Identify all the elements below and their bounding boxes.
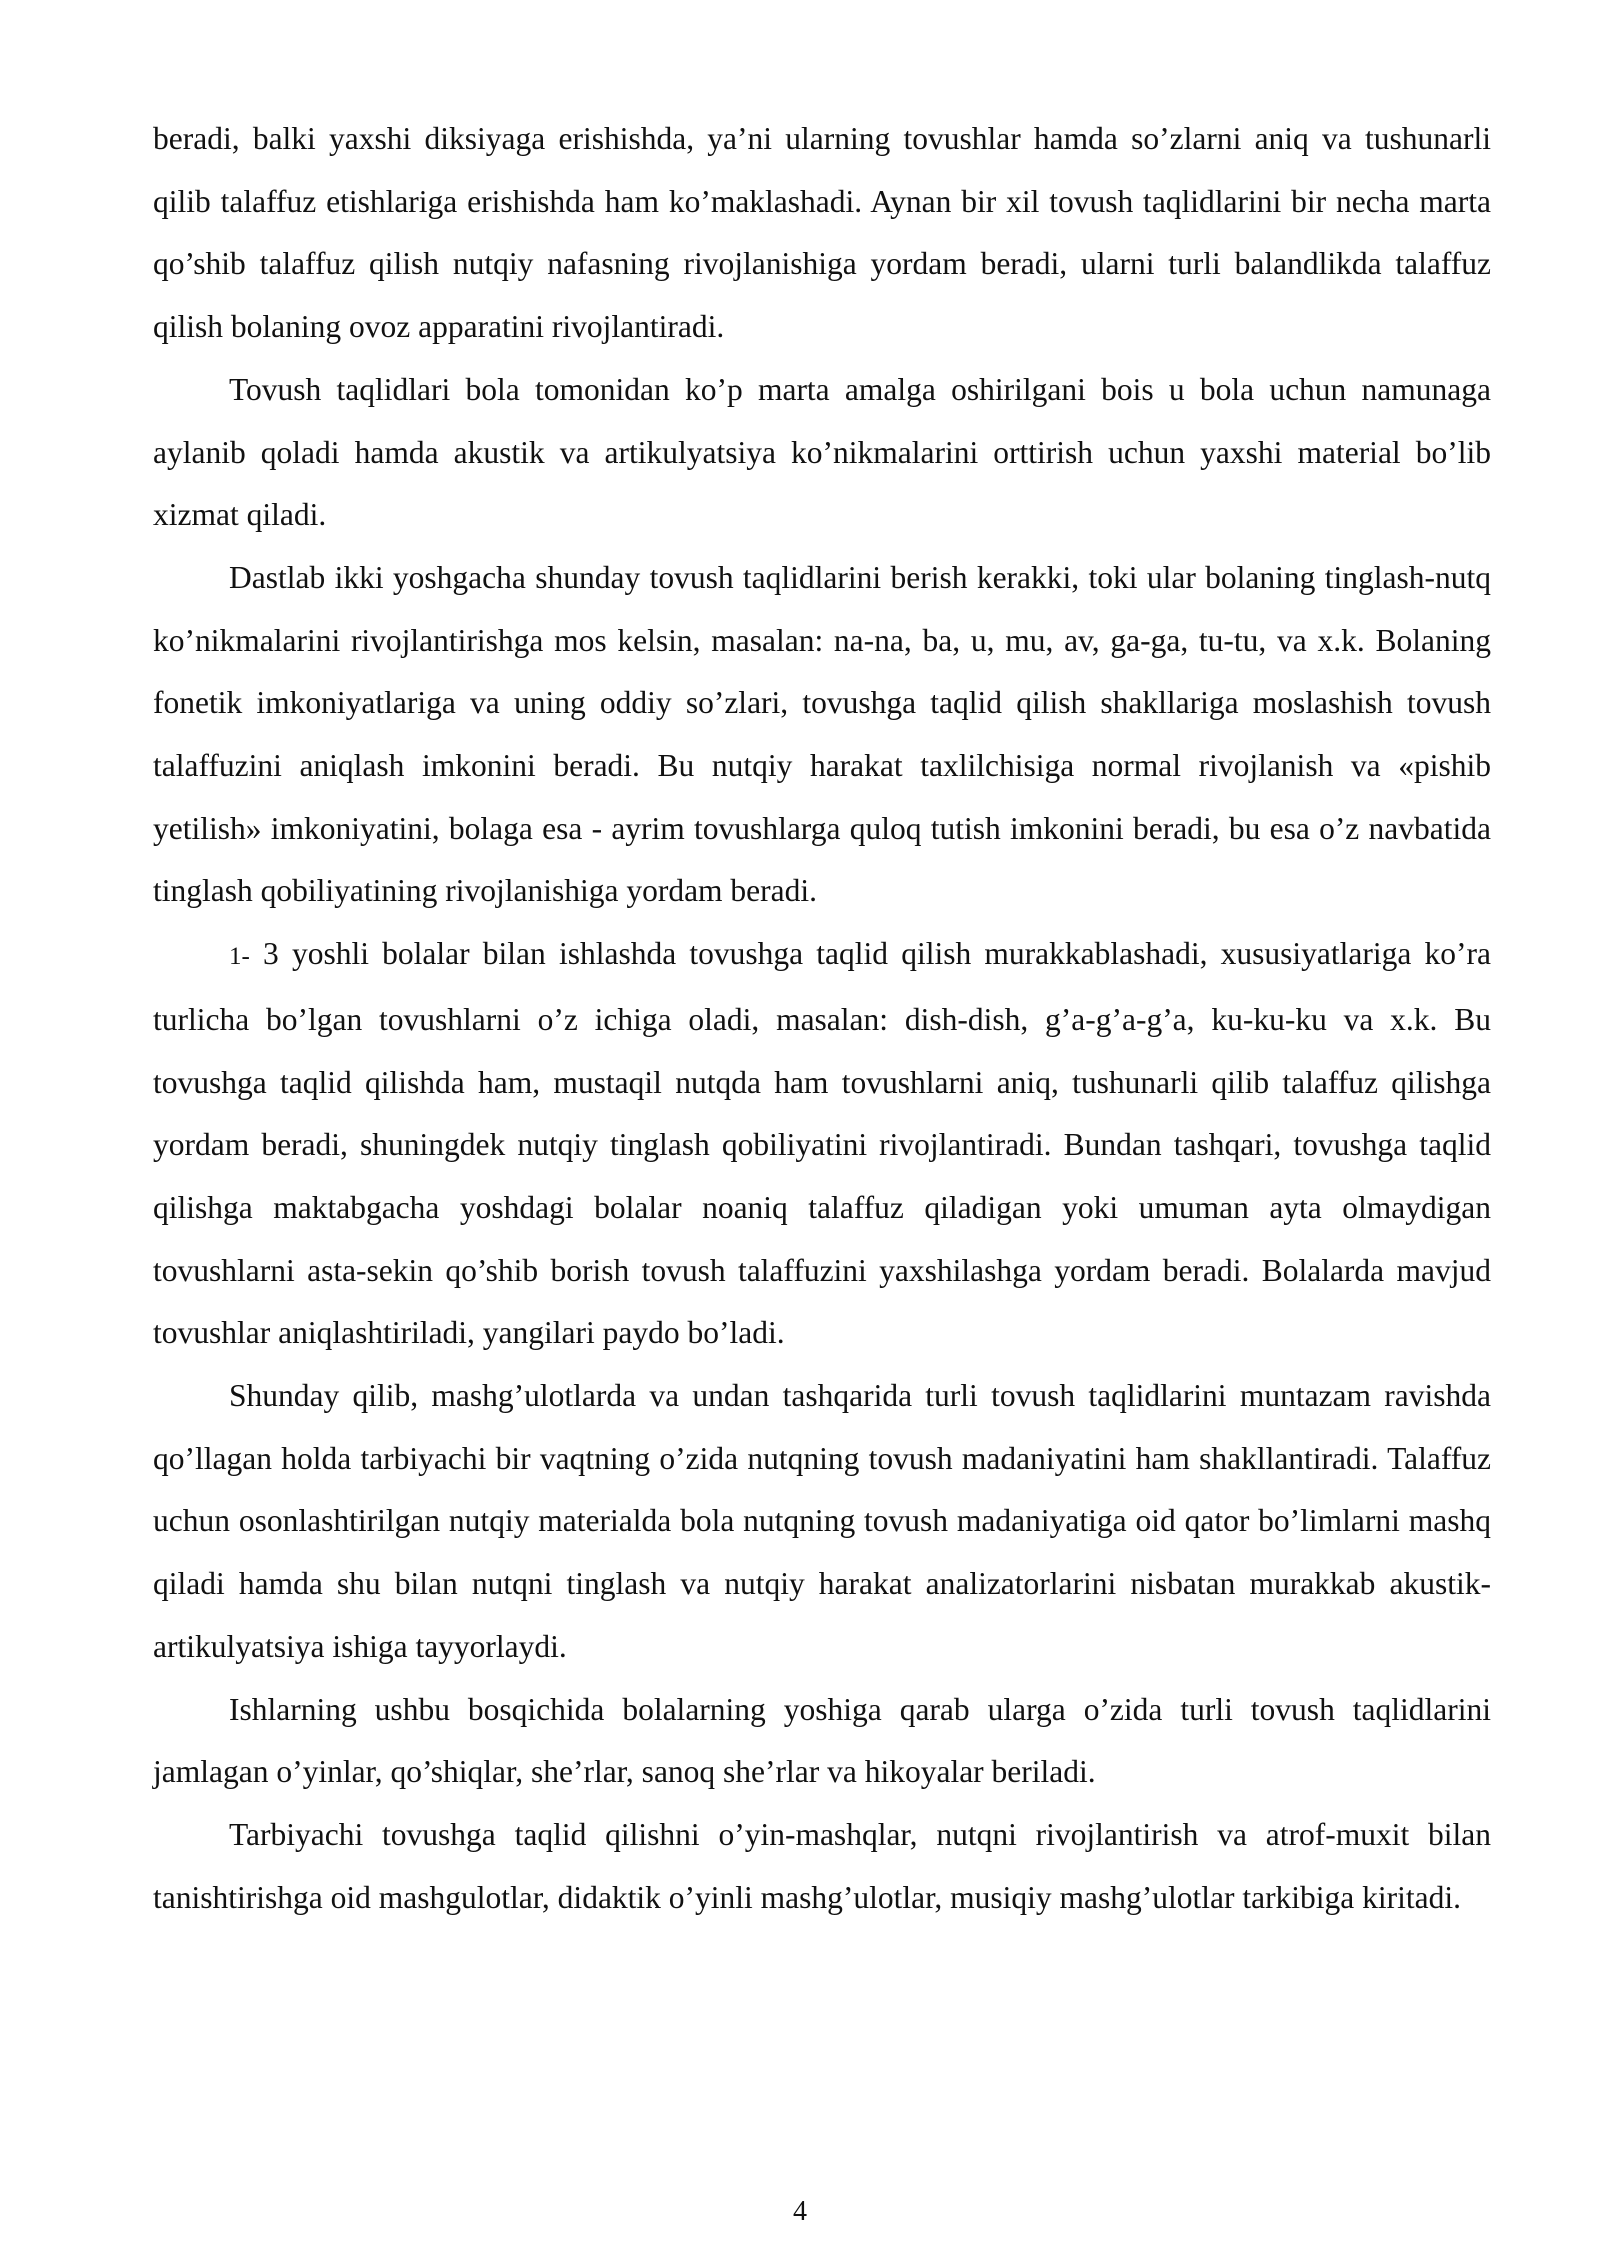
- list-marker: 1-: [229, 943, 250, 971]
- paragraph-5: Shunday qilib, mashg’ulotlarda va undan tashqarida turli tovush taqlidlarini muntazam ravishda qo’llagan holda tarbiyachi bir vaqtning o’zida nutqning tovush madaniyatini ham shakllantiradi. Talaffuz uchun osonlashtirilgan nutqiy materialda bola nutqning tovush madaniyatiga oid qator bo’limlarni mashq qiladi hamda shu bilan nutqni tinglash va nutqiy harakat analizatorlarini nisbatan murakkab akustik-artikulyatsiya ishiga tayyorlaydi.: [153, 1378, 1491, 1664]
- paragraph-4-text: 3 yoshli bolalar bilan ishlashda tovushga taqlid qilish murakkablashadi, xususiyatlariga ko’ra turlicha bo’lgan tovushlarni o’z ichiga oladi, masalan: dish-dish, g’a-g’a-g’a, ku-ku-ku va x.k. Bu tovushga taqlid qilishda ham, mustaqil nutqda ham tovushlarni aniq, tushunarli qilib talaffuz qilishga yordam beradi, shuningdek nutqiy tinglash qobiliyatini rivojlantiradi. Bundan tashqari, tovushga taqlid qilishga maktabgacha yoshdagi bolalar noaniq talaffuz qiladigan yoki umuman ayta olmaydigan tovushlarni asta-sekin qo’shib borish tovush talaffuzini yaxshilashga yordam beradi. Bolalarda mavjud tovushlar aniqlashtiriladi, yangilari paydo bo’ladi.: [153, 936, 1491, 1351]
- page-number: 4: [793, 2196, 807, 2227]
- paragraph-3: Dastlab ikki yoshgacha shunday tovush taqlidlarini berish kerakki, toki ular bolaning tinglash-nutq ko’nikmalarini rivojlantirishga mos kelsin, masalan: na-na, ba, u, mu, av, ga-ga, tu-tu, va x.k. Bolaning fonetik imkoniyatlariga va uning oddiy so’zlari, tovushga taqlid qilish shakllariga moslashish tovush talaffuzini aniqlash imkonini beradi. Bu nutqiy harakat taxlilchisiga normal rivojlanish va «pishib yetilish» imkoniyatini, bolaga esa - ayrim tovushlarga quloq tutish imkonini beradi, bu esa o’z navbatida tinglash qobiliyatining rivojlanishiga yordam beradi.: [153, 559, 1491, 909]
- paragraph-6: Ishlarning ushbu bosqichida bolalarning yoshiga qarab ularga o’zida turli tovush taqlidlarini jamlagan o’yinlar, qo’shiqlar, she’rlar, sanoq she’rlar va hikoyalar beriladi.: [153, 1691, 1491, 1790]
- paragraph-4: [153, 923, 1491, 1365]
- document-body: [153, 108, 1491, 1929]
- paragraph-1: beradi, balki yaxshi diksiyaga erishishda, ya’ni ularning tovushlar hamda so’zlarni aniq va tushunarli qilib talaffuz etishlariga erishishda ham ko’maklashadi. Aynan bir xil tovush taqlidlarini bir necha marta qo’shib talaffuz qilish nutqiy nafasning rivojlanishiga yordam beradi, ularni turli balandlikda talaffuz qilish bolaning ovoz apparatini rivojlantiradi.: [153, 121, 1491, 345]
- paragraph-2: Tovush taqlidlari bola tomonidan ko’p marta amalga oshirilgani bois u bola uchun namunaga aylanib qoladi hamda akustik va artikulyatsiya ko’nikmalarini orttirish uchun yaxshi material bo’lib xizmat qiladi.: [153, 371, 1491, 533]
- paragraph-7: Tarbiyachi tovushga taqlid qilishni o’yin-mashqlar, nutqni rivojlantirish va atrof-muxit bilan tanishtirishga oid mashgulotlar, didaktik o’yinli mashg’ulotlar, musiqiy mashg’ulotlar tarkibiga kiritadi.: [153, 1816, 1491, 1915]
